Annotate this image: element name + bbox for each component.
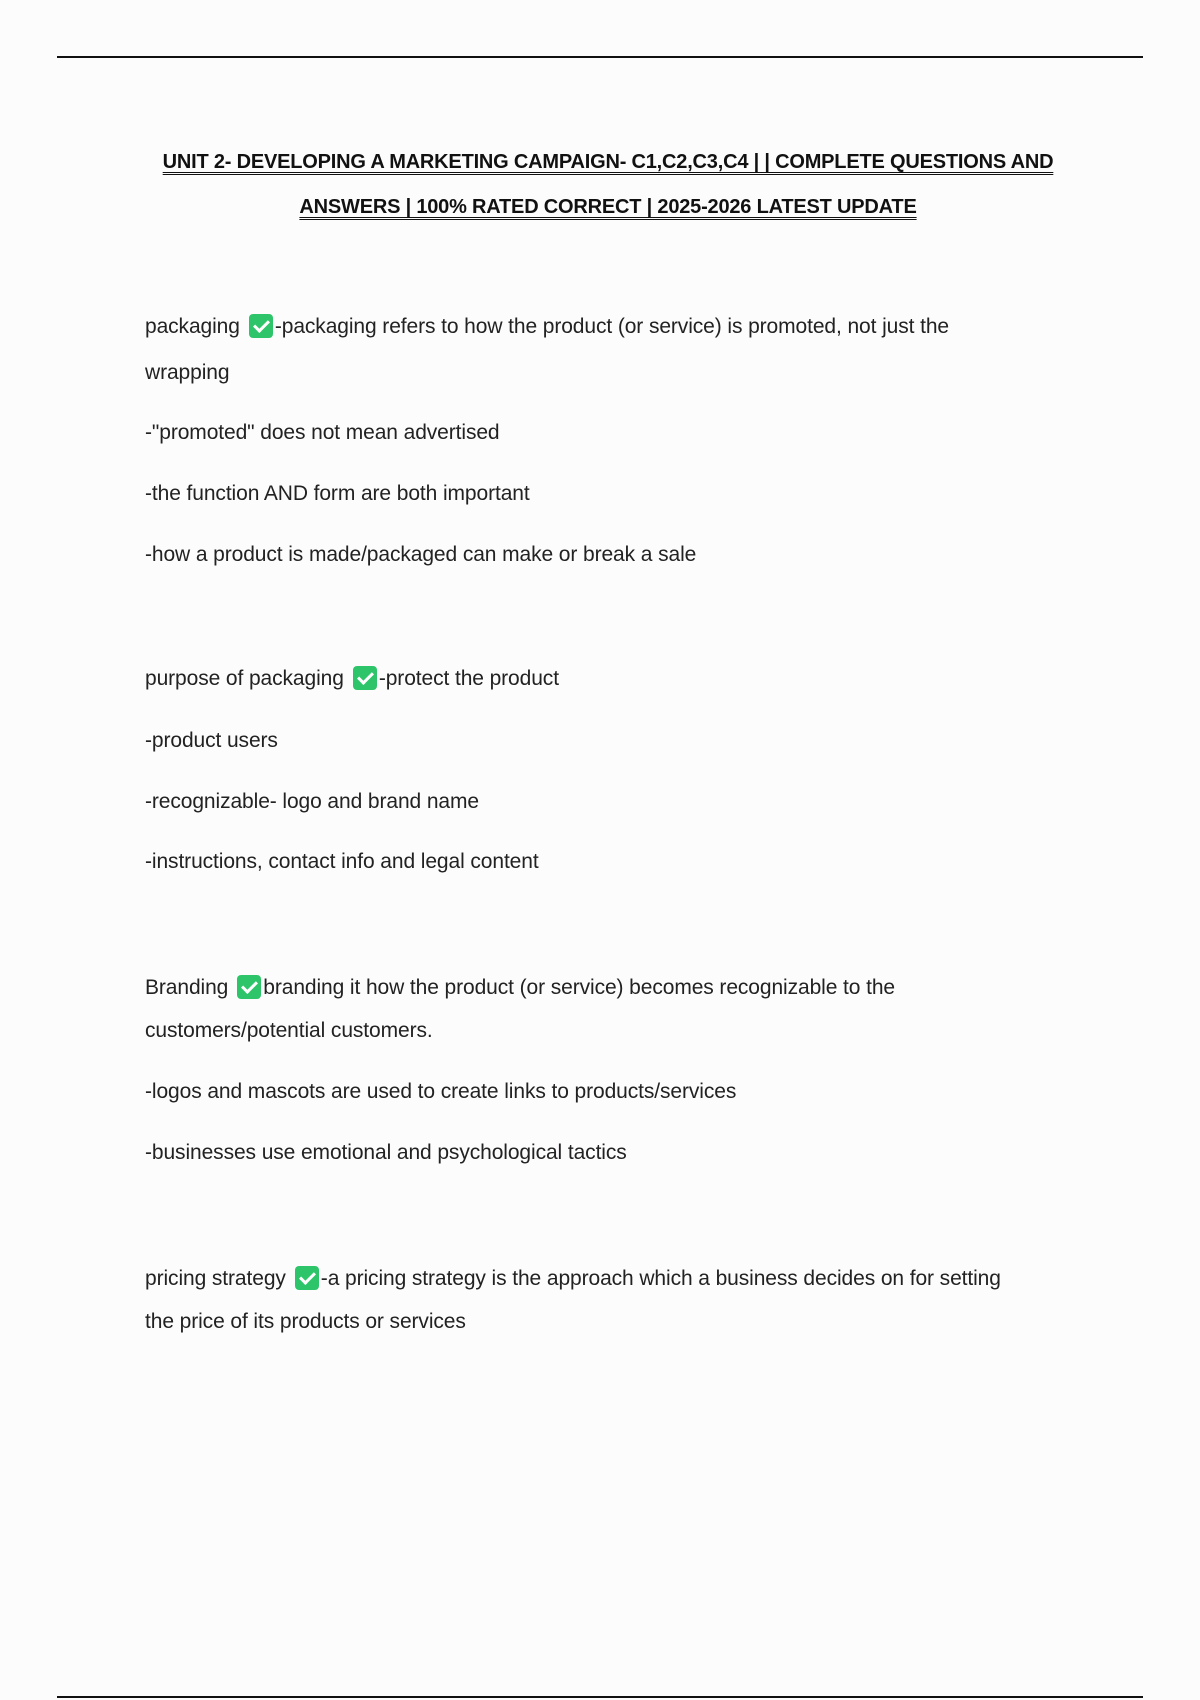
qa-pricing-strategy-question: [145, 1266, 1001, 1291]
answer-continuation: customers/potential customers.: [145, 1019, 433, 1042]
answer-point: -instructions, contact info and legal content: [145, 850, 539, 873]
bottom-rule: [57, 1696, 1143, 1698]
top-rule: [57, 56, 1143, 58]
check-icon: [295, 1266, 319, 1290]
title-line-2: ANSWERS | 100% RATED CORRECT | 2025-2026 LATEST UPDATE: [299, 196, 917, 218]
term: Branding: [145, 976, 229, 999]
title-line-1: UNIT 2- DEVELOPING A MARKETING CAMPAIGN- C1,C2,C3,C4 | | COMPLETE QUESTIONS AND: [162, 151, 1054, 173]
answer-continuation: wrapping: [145, 361, 230, 384]
answer: -packaging refers to how the product (or service) is promoted, not just the: [274, 315, 950, 338]
answer-point: -recognizable- logo and brand name: [145, 790, 479, 813]
answer-point: -logos and mascots are used to create links to products/services: [145, 1080, 737, 1103]
answer: -a pricing strategy is the approach which a business decides on for setting: [320, 1267, 1001, 1290]
term: pricing strategy: [145, 1267, 286, 1290]
answer: branding it how the product (or service) becomes recognizable to the: [263, 976, 895, 999]
document-title: [130, 140, 1086, 230]
qa-packaging-question: [145, 314, 949, 339]
answer-point: -businesses use emotional and psychological tactics: [145, 1141, 627, 1164]
term: purpose of packaging: [145, 667, 344, 690]
answer-point: -how a product is made/packaged can make or break a sale: [145, 543, 697, 566]
qa-purpose-of-packaging-question: [145, 666, 559, 691]
check-icon: [353, 666, 377, 690]
answer-continuation: the price of its products or services: [145, 1310, 466, 1333]
answer-point: -the function AND form are both important: [145, 482, 530, 505]
check-icon: [237, 975, 261, 999]
answer: -protect the product: [378, 667, 559, 690]
answer-point: -product users: [145, 729, 278, 752]
qa-branding-question: [145, 975, 895, 1000]
check-icon: [249, 314, 273, 338]
answer-point: -"promoted" does not mean advertised: [145, 421, 500, 444]
term: packaging: [145, 315, 240, 338]
